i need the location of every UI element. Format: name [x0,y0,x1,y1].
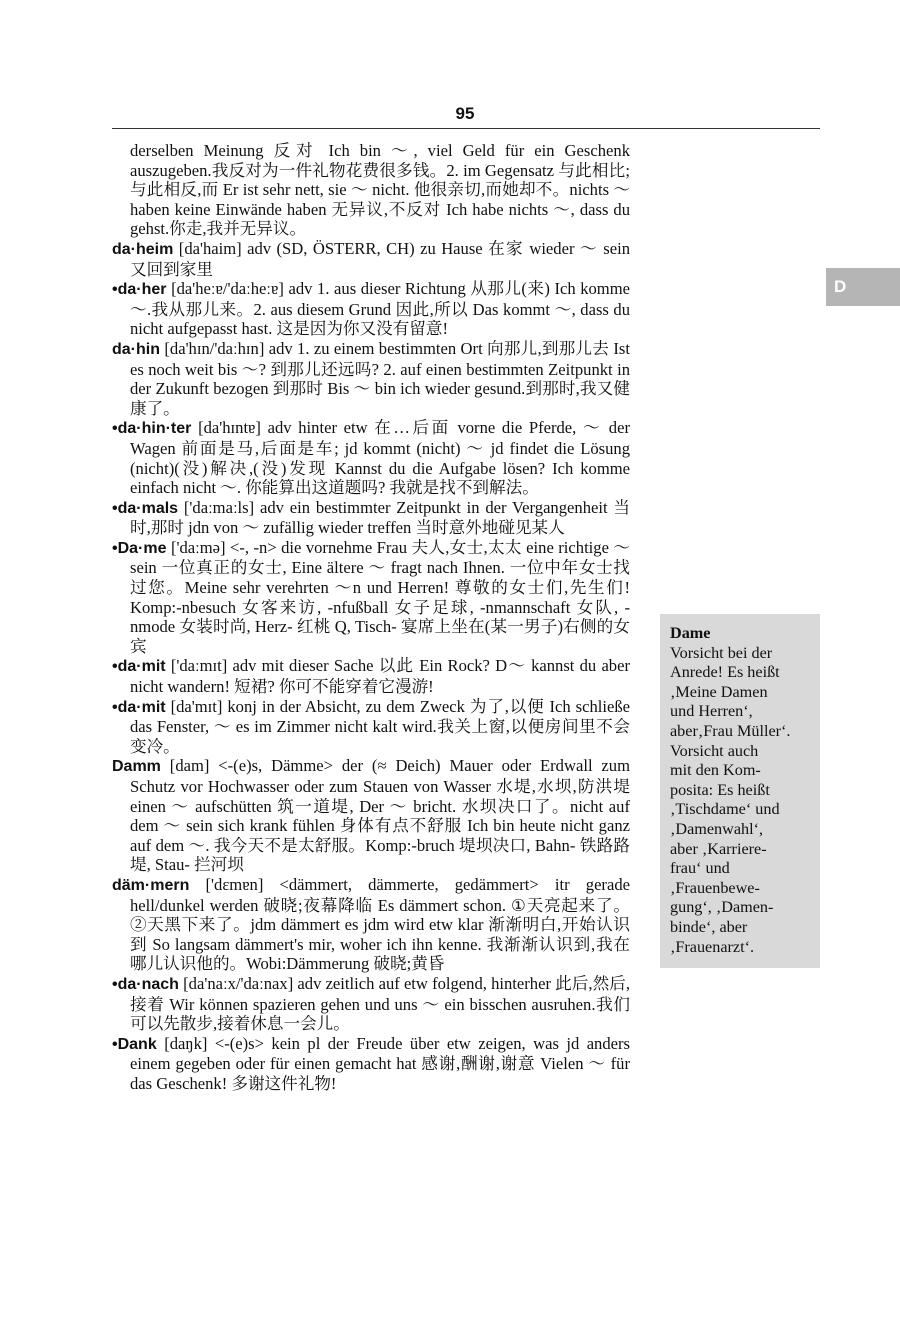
headword: •da·mit [112,698,166,716]
page-number: 95 [455,104,475,123]
headword: da·hin [112,340,160,358]
usage-note-line: aber‚Frau Müller‘. [670,721,791,740]
usage-note-title: Dame [670,624,711,642]
entry-damit-adv [112,656,630,696]
headword: •Da·me [112,539,167,557]
usage-note-line: gung‘, ‚Damen- [670,898,774,917]
usage-note-line: binde‘, aber [670,917,748,936]
usage-note-line: und Herren‘, [670,702,753,721]
entry-body: ['daːmɪt] adv mit dieser Sache 以此 Ein Rock? D～ kannst du aber nicht wandern! 短裙? 你可不能穿着它漫游! [130,656,631,697]
entry-body: [da'mɪt] konj in der Absicht, zu dem Zweck 为了,以便 Ich schließe das Fenster, ～ es im Zimmer nicht kalt wird.我关上窗,以便房间里不会变冷。 [130,696,630,756]
usage-note-box [660,614,820,968]
usage-note-line: aber ‚Karriere- [670,839,767,858]
usage-note-line: ‚Tischdame‘ und [670,800,780,819]
entry-damm [112,756,630,875]
entry-damit-konj [112,697,630,757]
entry-body: ['daːmaːls] adv ein bestimmter Zeitpunkt in der Vergangenheit 当时,那时 jdn von ～ zufällig wieder treffen 当时意外地碰见某人 [130,497,630,538]
entry-body: [da'hɪn/'daːhɪn] adv 1. zu einem bestimmten Ort 向那儿,到那儿去 Ist es noch weit bis ～? 到那儿还远吗? 2. auf einen bestimmten Zeitpunkt in der Zukunft bezogen 到那时 Bis ～ bin ich wieder gesund.到那时,我又健康了。 [130,338,630,418]
usage-note-line: mit den Kom- [670,761,761,780]
headword: •da·nach [112,975,179,993]
entry-body: [da'heːɐ/'daːheːɐ] adv 1. aus dieser Richtung 从那儿(来) Ich komme ～.我从那儿来。2. aus diesem Grund 因此,所以 Das kommt ～, dass du nicht aufgepasst hast. 这是因为你又没有留意! [130,279,630,339]
headword: •da·her [112,281,167,299]
entry-danach [112,974,630,1034]
entry-body: [da'hɪntɐ] adv hinter etw 在…后面 vorne die Pferde, ～ der Wagen 前面是马,后面是车; jd kommt (nicht) ～ jd findet die Lösung (nicht)(没)解决,(没)发现 Kannst du die Aufgabe lösen? Ich komme einfach nicht ～. 你能算出这道题吗? 我就是找不到解法。 [130,418,630,498]
entry-dahin [112,339,630,418]
entry-daheim [112,239,630,279]
entry-daemmern [112,875,630,974]
entry-dame [112,538,630,657]
usage-note-line: frau‘ und [670,859,730,878]
entry-body: [dam] <-(e)s, Dämme> der (≈ Deich) Mauer oder Erdwall zum Schutz vor Hochwasser oder zum Stauen von Wasser 水堤,水坝,防洪堤 einen ～ aufschütten 筑一道堤, Der ～ bricht. 水坝决口了。nicht auf dem ～ sein sich krank fühlen 身体有点不舒服 Ich bin heute nicht ganz auf dem ～. 我今天不是太舒服。Komp:-bruch 堤坝决口, Bahn- 铁路路堤, Stau- 拦河坝 [130,756,630,875]
entry-body: [daŋk] <-(e)s> kein pl der Freude über etw zeigen, was jd anders einem gegeben oder für einen gemacht hat 感谢,酬谢,谢意 Vielen ～ für das Geschenk! 多谢这件礼物! [130,1033,631,1093]
usage-note-line: ‚Meine Damen [670,682,768,701]
headword: •da·mit [112,658,166,676]
headword: Damm [112,758,161,776]
entry-continuation [112,141,630,239]
entry-daher [112,279,630,339]
entry-dahinter [112,418,630,497]
headword: •da·hin·ter [112,420,192,438]
usage-note-line: Anrede! Es heißt [670,663,780,682]
usage-note-line: ‚Damenwahl‘, [670,819,764,838]
entry-damals [112,498,630,538]
headword: da·heim [112,240,174,258]
usage-note-line: posita: Es heißt [670,780,770,799]
section-tab: D [826,268,900,306]
usage-note-line: Vorsicht auch [670,741,759,760]
entry-body: ['dɛmɐn] <dämmert, dämmerte, gedämmert> itr gerade hell/dunkel werden 破晓;夜幕降临 Es dämmert schon. ①天亮起来了。②天黑下来了。jdm dämmert es jdm wird etw klar 渐渐明白,开始认识到 So langsam dämmert's mir, woher ich ihn kenne. 我渐渐认识到,我在哪儿认识他的。Wobi:Dämmerung 破晓;黄昏 [130,874,630,974]
entry-body: [da'naːx/'daːnax] adv zeitlich auf etw folgend, hinterher 此后,然后,接着 Wir können spazieren gehen und uns ～ ein bisschen ausruhen.我们可以先散步,接着休息一会儿。 [130,973,630,1034]
usage-note-line: Vorsicht bei der [670,643,773,662]
headword: •da·mals [112,499,179,517]
entry-body: [da'haim] adv (SD, ÖSTERR, CH) zu Hause 在家 wieder ～ sein 又回到家里 [130,238,630,279]
headword: däm·mern [112,876,190,894]
entry-body: ['daːmə] <-, -n> die vornehme Frau 夫人,女士,太太 eine richtige ～ sein 一位真正的女士, Eine ältere ～ fragt nach Ihnen. 一位中年女士找过您。Meine sehr verehrten ～n und Herren! 尊敬的女士们,先生们! Komp:-nbesuch 女客来访, -nfußball 女子足球, -nmannschaft 女队, -nmode 女装时尚, Herz- 红桃 Q, Tisch- 宴席上坐在(某一男子)右侧的女宾 [130,537,630,656]
entry-body: derselben Meinung 反对 Ich bin ～, viel Geld für ein Geschenk auszugeben.我反对为一件礼物花费很多钱。2. im Gegensatz 与此相比;与此相反,而 Er ist sehr nett, sie ～ nicht. 他很亲切,而她却不。nichts ～ haben keine Einwände haben 无异议,不反对 Ich habe nichts ～, dass du gehst.你走,我并无异议。 [130,141,630,239]
usage-note-line: ‚Frauenarzt‘. [670,937,755,956]
headword: •Dank [112,1035,157,1053]
entry-dank [112,1034,630,1094]
dictionary-column [112,141,630,1094]
header-rule [112,128,820,129]
usage-note-line: ‚Frauenbewe- [670,878,760,897]
